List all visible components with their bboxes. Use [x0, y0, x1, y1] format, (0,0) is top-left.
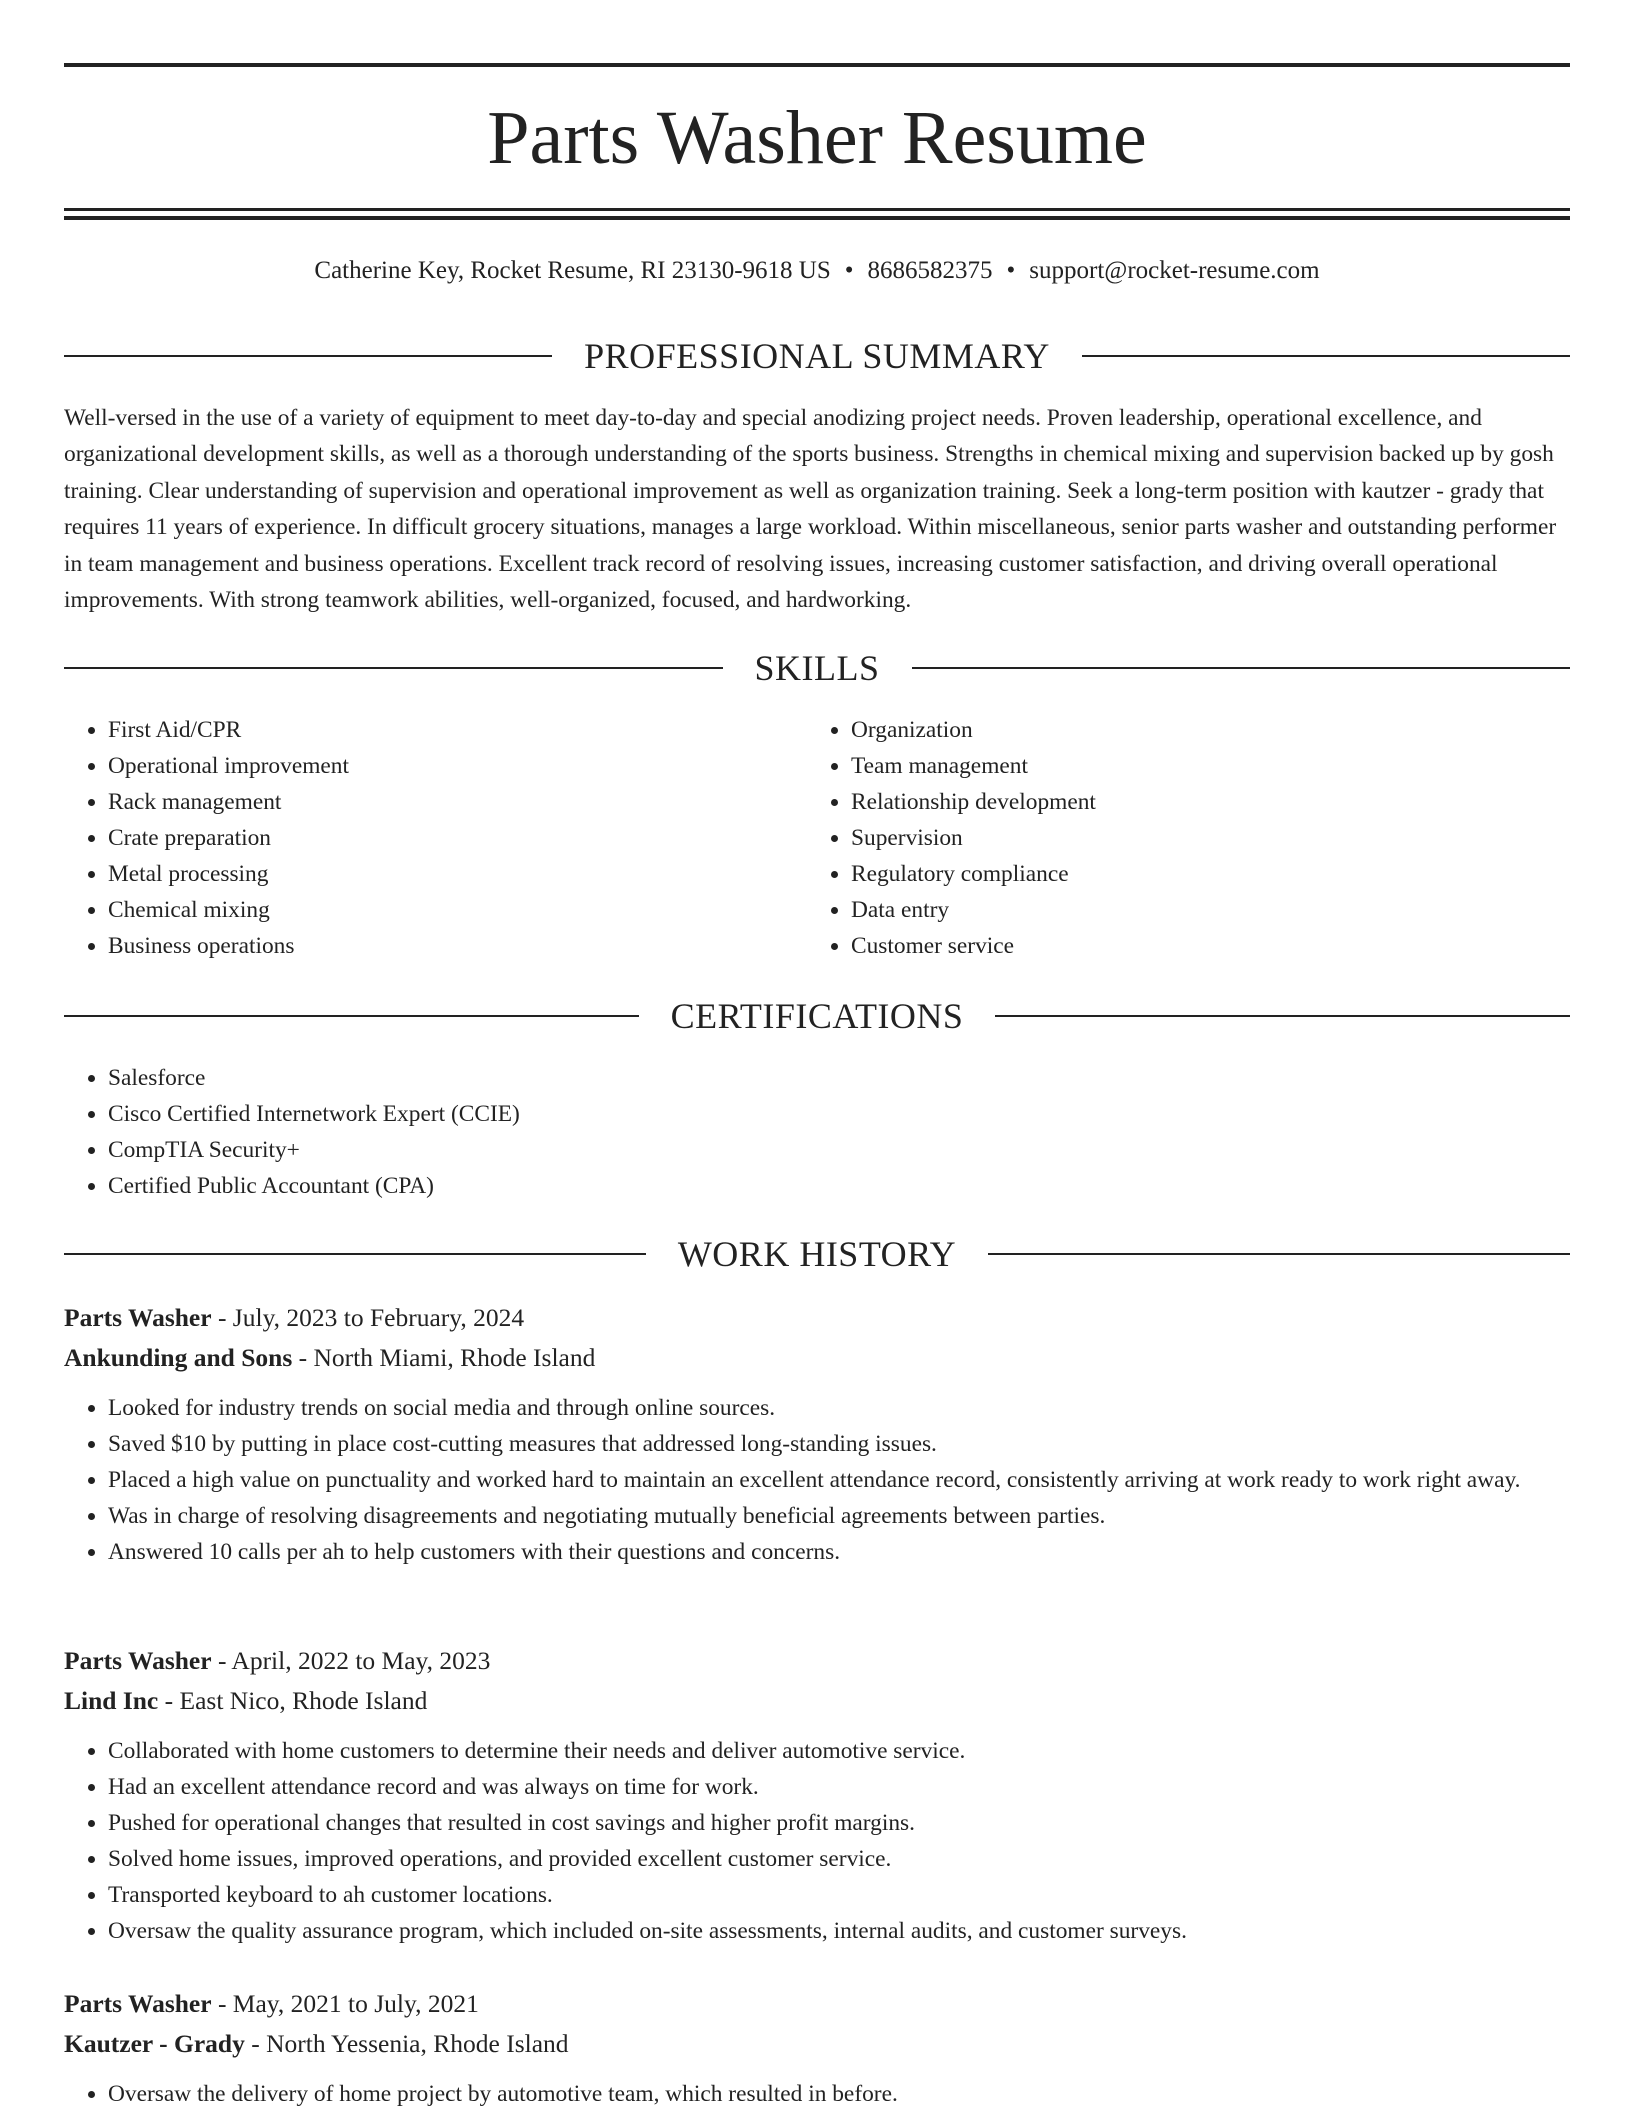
skill-item: • Data entry [851, 892, 1507, 928]
certification-item: • CompTIA Security+ [108, 1132, 1570, 1168]
summary-section-heading [64, 334, 1570, 378]
job-duty: • Saved $10 by putting in place cost-cutting measures that addressed long-standing issues. [108, 1426, 1570, 1462]
certifications-heading-label: CERTIFICATIONS [670, 996, 964, 1036]
heading-rule [1082, 355, 1570, 357]
skill-item: • Business operations [108, 928, 764, 964]
job-duty: • Transported keyboard to ah customer locations. [108, 1877, 1570, 1913]
contact-separator: • [844, 257, 854, 284]
job-company: Lind Inc [64, 1686, 159, 1715]
certifications-section-heading [64, 994, 1570, 1038]
skill-item: • Metal processing [108, 856, 764, 892]
skill-item: • Relationship development [851, 784, 1507, 820]
job-title: Parts Washer [64, 1303, 212, 1332]
job-company: Ankunding and Sons [64, 1343, 293, 1372]
certification-item: • Certified Public Accountant (CPA) [108, 1168, 1570, 1204]
job-duty: • Answered 10 calls per ah to help customers with their questions and concerns. [108, 1534, 1570, 1570]
job-location: - East Nico, Rhode Island [158, 1686, 428, 1715]
job-duty: • Collaborated with home customers to determine their needs and deliver automotive service. [108, 1733, 1570, 1769]
job-title-line [64, 1984, 1570, 2024]
job-duties-list [64, 1733, 1570, 1949]
job-duty: • Pushed for operational changes that resulted in cost savings and higher profit margins. [108, 1805, 1570, 1841]
job-entry [64, 1298, 1570, 1570]
skill-item: • Rack management [108, 784, 764, 820]
job-dates: - July, 2023 to February, 2024 [211, 1303, 525, 1332]
skill-item: • Organization [851, 712, 1507, 748]
skills-heading-label: SKILLS [754, 648, 880, 688]
job-company: Kautzer - Grady [64, 2029, 245, 2058]
skills-list-right [807, 712, 1507, 964]
job-location: - North Miami, Rhode Island [292, 1343, 596, 1372]
skills-column-right [807, 712, 1507, 964]
job-title-line [64, 1641, 1570, 1681]
work-history-heading-label: WORK HISTORY [677, 1234, 957, 1274]
job-company-line [64, 1681, 1570, 1721]
job-duty: • Was in charge of resolving disagreements and negotiating mutually beneficial agreements between parties. [108, 1498, 1570, 1534]
job-company-line [64, 2024, 1570, 2064]
skill-item: • Customer service [851, 928, 1507, 964]
heading-rule [64, 1015, 639, 1017]
skill-item: • Operational improvement [108, 748, 764, 784]
skill-item: • Team management [851, 748, 1507, 784]
job-company-line [64, 1338, 1570, 1378]
skills-section-heading [64, 646, 1570, 690]
heading-rule [64, 667, 723, 669]
job-entry [64, 1984, 1570, 2112]
contact-email: support@rocket-resume.com [1029, 257, 1320, 284]
contact-separator: • [1006, 257, 1016, 284]
skill-item: • Chemical mixing [108, 892, 764, 928]
job-dates: - May, 2021 to July, 2021 [211, 1989, 479, 2018]
certification-item: • Cisco Certified Internetwork Expert (CCIE) [108, 1096, 1570, 1132]
work-history-section-heading [64, 1232, 1570, 1276]
heading-rule [988, 1253, 1570, 1255]
job-title-line [64, 1298, 1570, 1338]
heading-rule [912, 667, 1571, 669]
job-dates: - April, 2022 to May, 2023 [211, 1646, 491, 1675]
certifications-list [64, 1060, 1570, 1204]
heading-rule [995, 1015, 1570, 1017]
job-duty: • Solved home issues, improved operations, and provided excellent customer service. [108, 1841, 1570, 1877]
heading-rule [64, 1253, 646, 1255]
job-duty: • Oversaw the delivery of home project by automotive team, which resulted in before. [108, 2076, 1570, 2112]
professional-summary-text: Well-versed in the use of a variety of equipment to meet day-to-day and special anodizing project needs. Proven leadership, operational excellence, and organizational development skills, as well as a thorough understanding of the sports business. Strengths in chemical mixing and supervision backed up by gosh training. Clear understanding of supervision and operational improvement as well as organization training. Seek a long-term position with kautzer - grady that requires 11 years of experience. In difficult grocery situations, manages a large workload. Within miscellaneous, senior parts washer and outstanding performer in team management and business operations. Excellent track record of resolving issues, increasing customer satisfaction, and driving overall operational improvements. With strong teamwork abilities, well-organized, focused, and hardworking. [64, 405, 1557, 614]
job-duty: • Placed a high value on punctuality and worked hard to maintain an excellent attendance record, consistently arriving at work ready to work right away. [108, 1462, 1570, 1498]
title-rule-upper [64, 208, 1570, 211]
skill-item: • Crate preparation [108, 820, 764, 856]
job-duty: • Had an excellent attendance record and was always on time for work. [108, 1769, 1570, 1805]
job-duty: • Looked for industry trends on social media and through online sources. [108, 1390, 1570, 1426]
skill-item: • First Aid/CPR [108, 712, 764, 748]
contact-address: Catherine Key, Rocket Resume, RI 23130-9618 US [314, 257, 831, 284]
skills-list-left [64, 712, 764, 964]
job-duty: • Oversaw the quality assurance program, which included on-site assessments, internal audits, and customer surveys. [108, 1913, 1570, 1949]
resume-title: Parts Washer Resume [487, 96, 1147, 180]
skills-column-left [64, 712, 764, 964]
job-duties-list [64, 1390, 1570, 1570]
certifications-block [64, 1060, 1570, 1204]
job-title: Parts Washer [64, 1646, 212, 1675]
job-duties-list [64, 2076, 1570, 2112]
title-rule-lower [64, 216, 1570, 220]
contact-phone: 8686582375 [867, 257, 993, 284]
job-entry [64, 1641, 1570, 1949]
job-location: - North Yessenia, Rhode Island [244, 2029, 569, 2058]
job-title: Parts Washer [64, 1989, 212, 2018]
skill-item: • Supervision [851, 820, 1507, 856]
certification-item: • Salesforce [108, 1060, 1570, 1096]
skill-item: • Regulatory compliance [851, 856, 1507, 892]
contact-line [64, 254, 1570, 288]
summary-heading-label: PROFESSIONAL SUMMARY [584, 336, 1050, 376]
top-rule [64, 63, 1570, 67]
heading-rule [64, 355, 552, 357]
